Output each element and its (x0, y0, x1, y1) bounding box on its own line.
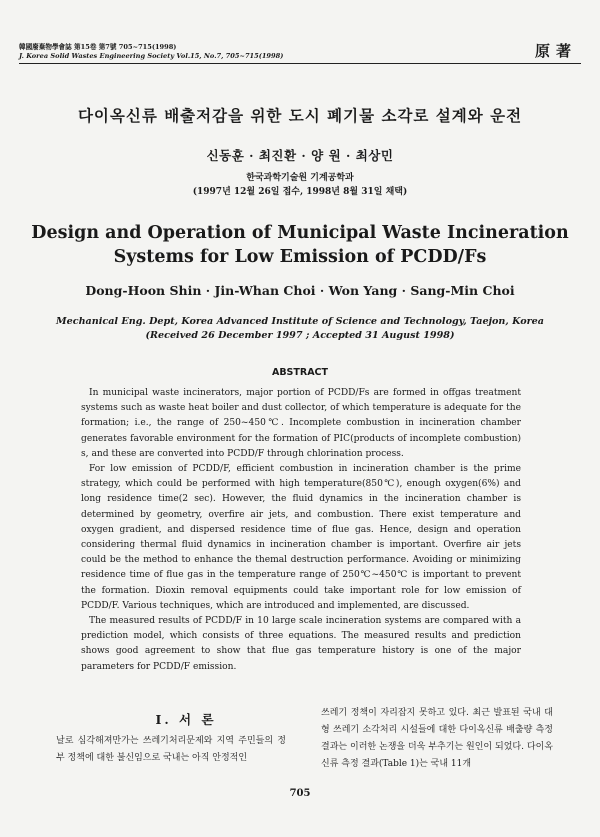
title-english-line1: Design and Operation of Municipal Waste Incineration (31, 223, 569, 243)
authors-korean: 신동훈 · 최진환 · 양 원 · 최상민 (206, 148, 394, 163)
abstract-heading: ABSTRACT (271, 367, 329, 378)
body-column-right (321, 705, 553, 773)
body-column-left (56, 733, 286, 767)
authors-english: Dong-Hoon Shin · Jin-Whan Choi · Won Yang · Sang-Min Choi (85, 283, 515, 298)
title-english-line2: Systems for Low Emission of PCDD/Fs (113, 247, 487, 267)
page-number: 705 (289, 788, 311, 799)
journal-name-ko: 韓國廢棄物學會誌 第15卷 第7號 705~715(1998) (19, 43, 177, 51)
journal-name-en: J. Korea Solid Wastes Engineering Society Vol.15, No.7, 705~715(1998) (19, 52, 284, 60)
header-rule (19, 63, 581, 64)
abstract-body (81, 386, 521, 675)
affiliation-korean: 한국과학기술원 기계공학과 (246, 173, 354, 183)
title-korean: 다이옥신류 배출저감을 위한 도시 폐기물 소각로 설계와 운전 (77, 106, 523, 125)
section-tag: 原著 (534, 42, 577, 60)
abstract-paragraph: For low emission of PCDD/F, efficient combustion in incineration chamber is the prime strategy, which could be performed with high temperature(850℃), enough oxygen(6%) and long residence time(2 sec). However, the fluid dynamics in the incineration chamber is determined by geometry, overfire air jets, and combustion. There exist temperature and oxygen gradient, and dispersed residence time of flue gas. Hence, design and operation considering thermal fluid dynamics in incineration chamber is important. Overfire air jets could be the method to enhance the themal destruction performance. Avoiding or minimizing residence time of flue gas in the temperature range of 250℃~450℃ is important to prevent the formation. Dioxin removal equipments could take important role for low emission of PCDD/F. Various techniques, which are introduced and implemented, are discussed. (81, 464, 521, 611)
abstract-paragraph: The measured results of PCDD/F in 10 large scale incineration systems are compared with a prediction model, which consists of three equations. The measured results and prediction shows good agreement to show that flue gas temperature history is one of the major parameters for PCDD/F emission. (81, 616, 521, 672)
section-heading-introduction: Ⅰ. 서 론 (155, 712, 217, 727)
dates-english: (Received 26 December 1997 ; Accepted 31 August 1998) (145, 330, 455, 341)
journal-header (19, 43, 283, 61)
affiliation-english: Mechanical Eng. Dept, Korea Advanced Institute of Science and Technology, Taejon, Korea (56, 316, 544, 327)
title-english (0, 221, 600, 269)
dates-korean: (1997년 12월 26일 접수, 1998년 8월 31일 채택) (192, 187, 408, 197)
affiliation-english-block (0, 315, 600, 343)
body-text-left: 날로 심각해져만가는 쓰레기처리문제와 지역 주민들의 정부 정책에 대한 불신임으로 국내는 아직 안정적인 (56, 736, 286, 763)
body-text-right: 쓰레기 정책이 자리잡지 못하고 있다. 최근 발표된 국내 대형 쓰레기 소각처리 시설들에 대한 다이옥신류 배출량 측정결과는 이러한 논쟁을 더욱 부추기는 원인이 되었다. 다이옥신류 측정 결과(Table 1)는 국내 11개 (321, 708, 553, 769)
abstract-paragraph: In municipal waste incinerators, major portion of PCDD/Fs are formed in offgas treatment systems such as waste heat boiler and dust collector, of which temperature is adequate for the formation; i.e., the range of 250~450℃. Incomplete combustion in incineration chamber generates favorable environment for the formation of PIC(products of incomplete combustion) s, and these are converted into PCDD/F through chlorination process. (81, 388, 521, 459)
